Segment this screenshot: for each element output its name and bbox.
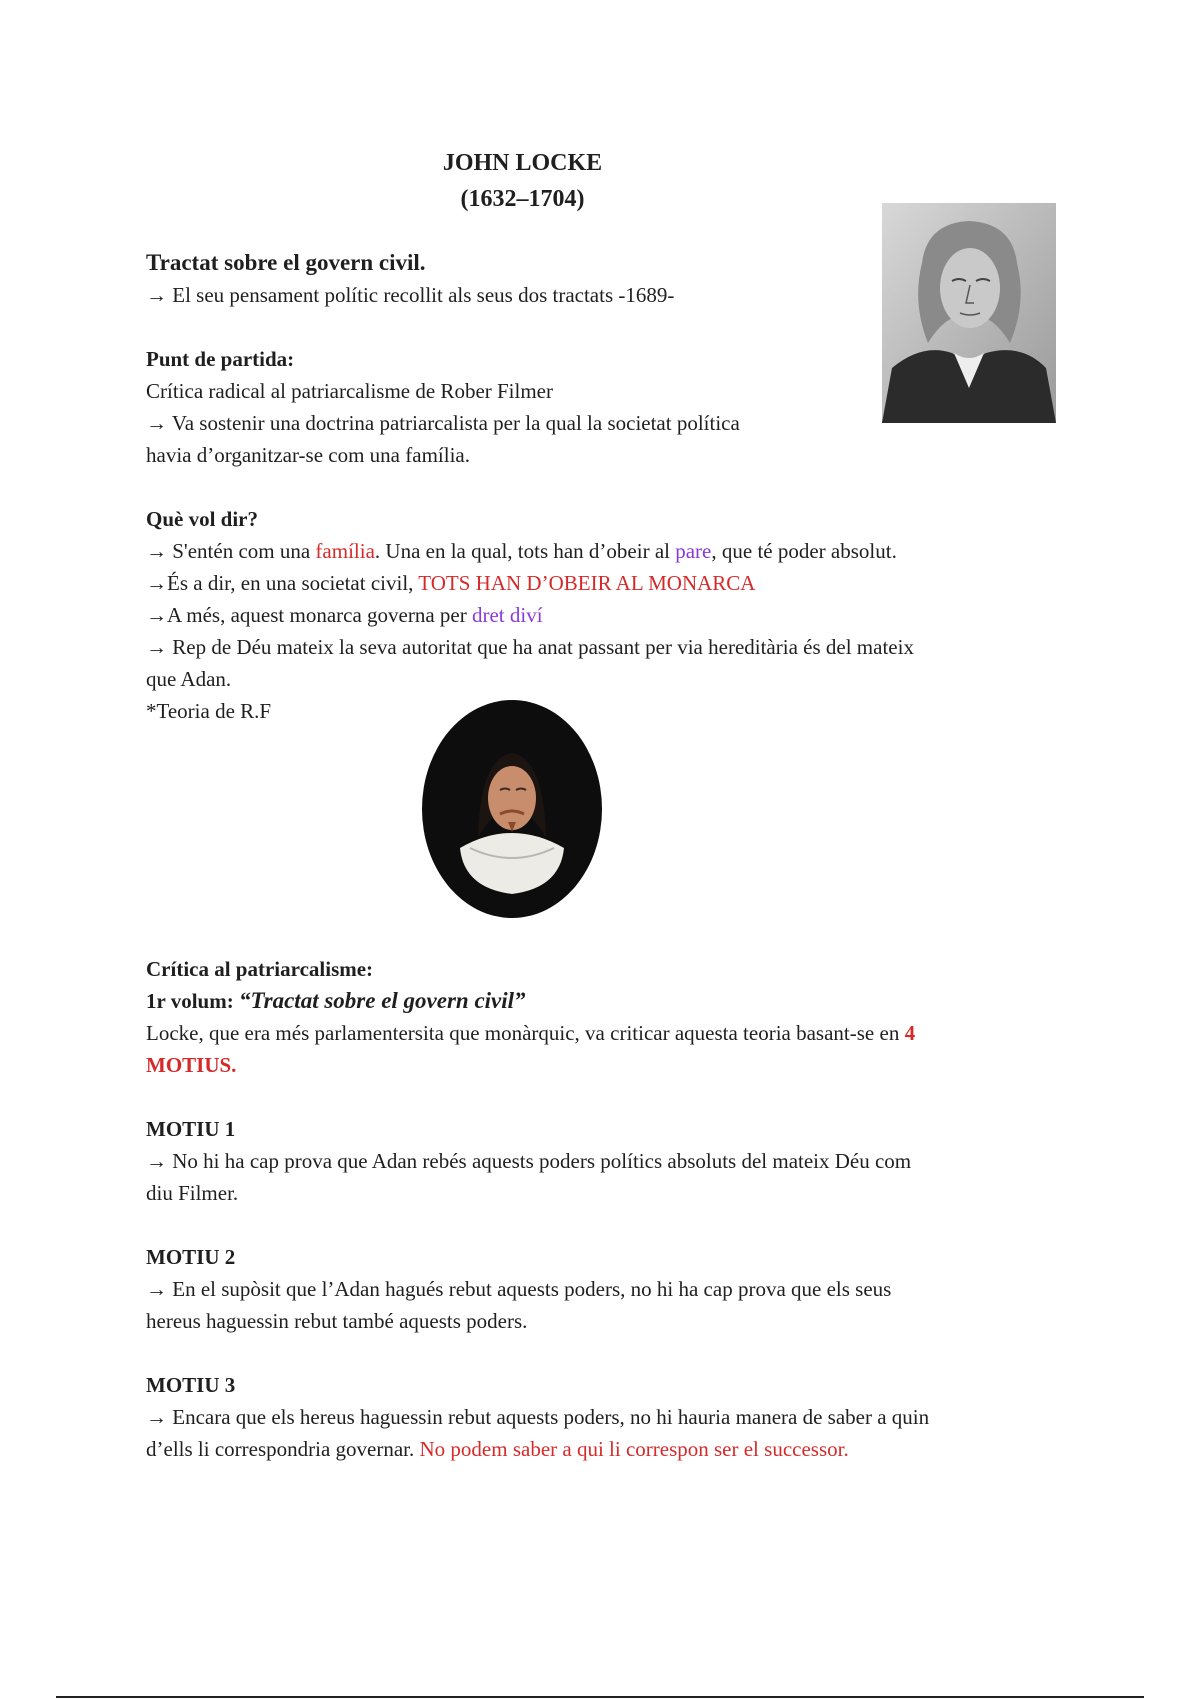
- highlight-dret-divi: dret diví: [471, 603, 543, 627]
- section-text: *Teoria de R.F: [146, 699, 272, 723]
- section-text: Crítica radical al patriarcalisme de Rober Filmer: [146, 379, 553, 403]
- section-text: → El seu pensament polític recollit als seus dos tractats -1689-: [146, 283, 675, 307]
- section-text: → Rep de Déu mateix la seva autoritat que ha anat passant per via hereditària és del mateix: [146, 635, 914, 659]
- motiu-3-heading: MOTIU 3: [146, 1373, 236, 1397]
- section-text: → En el supòsit que l’Adan hagués rebut aquests poders, no hi ha cap prova que els seus: [146, 1277, 892, 1301]
- section-heading-punt-de-partida: Punt de partida:: [146, 347, 295, 371]
- page-title: JOHN LOCKE: [442, 150, 603, 176]
- section-text: → No hi ha cap prova que Adan rebés aquests poders polítics absoluts del mateix Déu com: [146, 1149, 912, 1173]
- highlight-familia: família: [315, 539, 375, 563]
- footer-divider: [56, 1696, 1144, 1698]
- section-text: hereus haguessin rebut també aquests poders.: [146, 1309, 528, 1333]
- highlight-motius: MOTIUS.: [146, 1053, 237, 1077]
- section-heading-tractat: Tractat sobre el govern civil.: [146, 250, 426, 275]
- motiu-1-heading: MOTIU 1: [146, 1117, 236, 1141]
- section-text: → Encara que els hereus haguessin rebut aquests poders, no hi hauria manera de saber a quin: [146, 1405, 930, 1429]
- section-text: havia d’organitzar-se com una família.: [146, 443, 470, 467]
- section-text: →A més, aquest monarca governa per dret diví: [146, 603, 543, 627]
- highlight-4: 4: [904, 1021, 916, 1045]
- section-text: → Va sostenir una doctrina patriarcalista per la qual la societat política: [146, 411, 740, 435]
- highlight-successor: No podem saber a qui li correspon ser el successor.: [419, 1437, 849, 1461]
- section-text: Locke, que era més parlamentersita que monàrquic, va criticar aquesta teoria basant-se en 4: [146, 1021, 916, 1045]
- content-body: [146, 247, 1046, 1465]
- highlight-pare: pare: [675, 539, 712, 563]
- volume-line: 1r volum: “Tractat sobre el govern civil”: [146, 988, 526, 1013]
- section-text: → S'entén com una família. Una en la qual, tots han d’obeir al pare, que té poder absolut.: [146, 539, 897, 563]
- motiu-2-heading: MOTIU 2: [146, 1245, 236, 1269]
- section-heading-que-vol-dir: Què vol dir?: [146, 507, 259, 531]
- section-heading-critica: Crítica al patriarcalisme:: [146, 957, 374, 981]
- page-dates: (1632–1704): [460, 186, 585, 212]
- volume-title: “Tractat sobre el govern civil”: [238, 988, 526, 1013]
- section-text: diu Filmer.: [146, 1181, 239, 1205]
- highlight-monarca: TOTS HAN D’OBEIR AL MONARCA: [418, 571, 756, 595]
- section-text: d’ells li correspondria governar. No podem saber a qui li correspon ser el successor.: [146, 1437, 849, 1461]
- section-text: →És a dir, en una societat civil, TOTS HAN D’OBEIR AL MONARCA: [146, 571, 756, 595]
- section-text: que Adan.: [146, 667, 232, 691]
